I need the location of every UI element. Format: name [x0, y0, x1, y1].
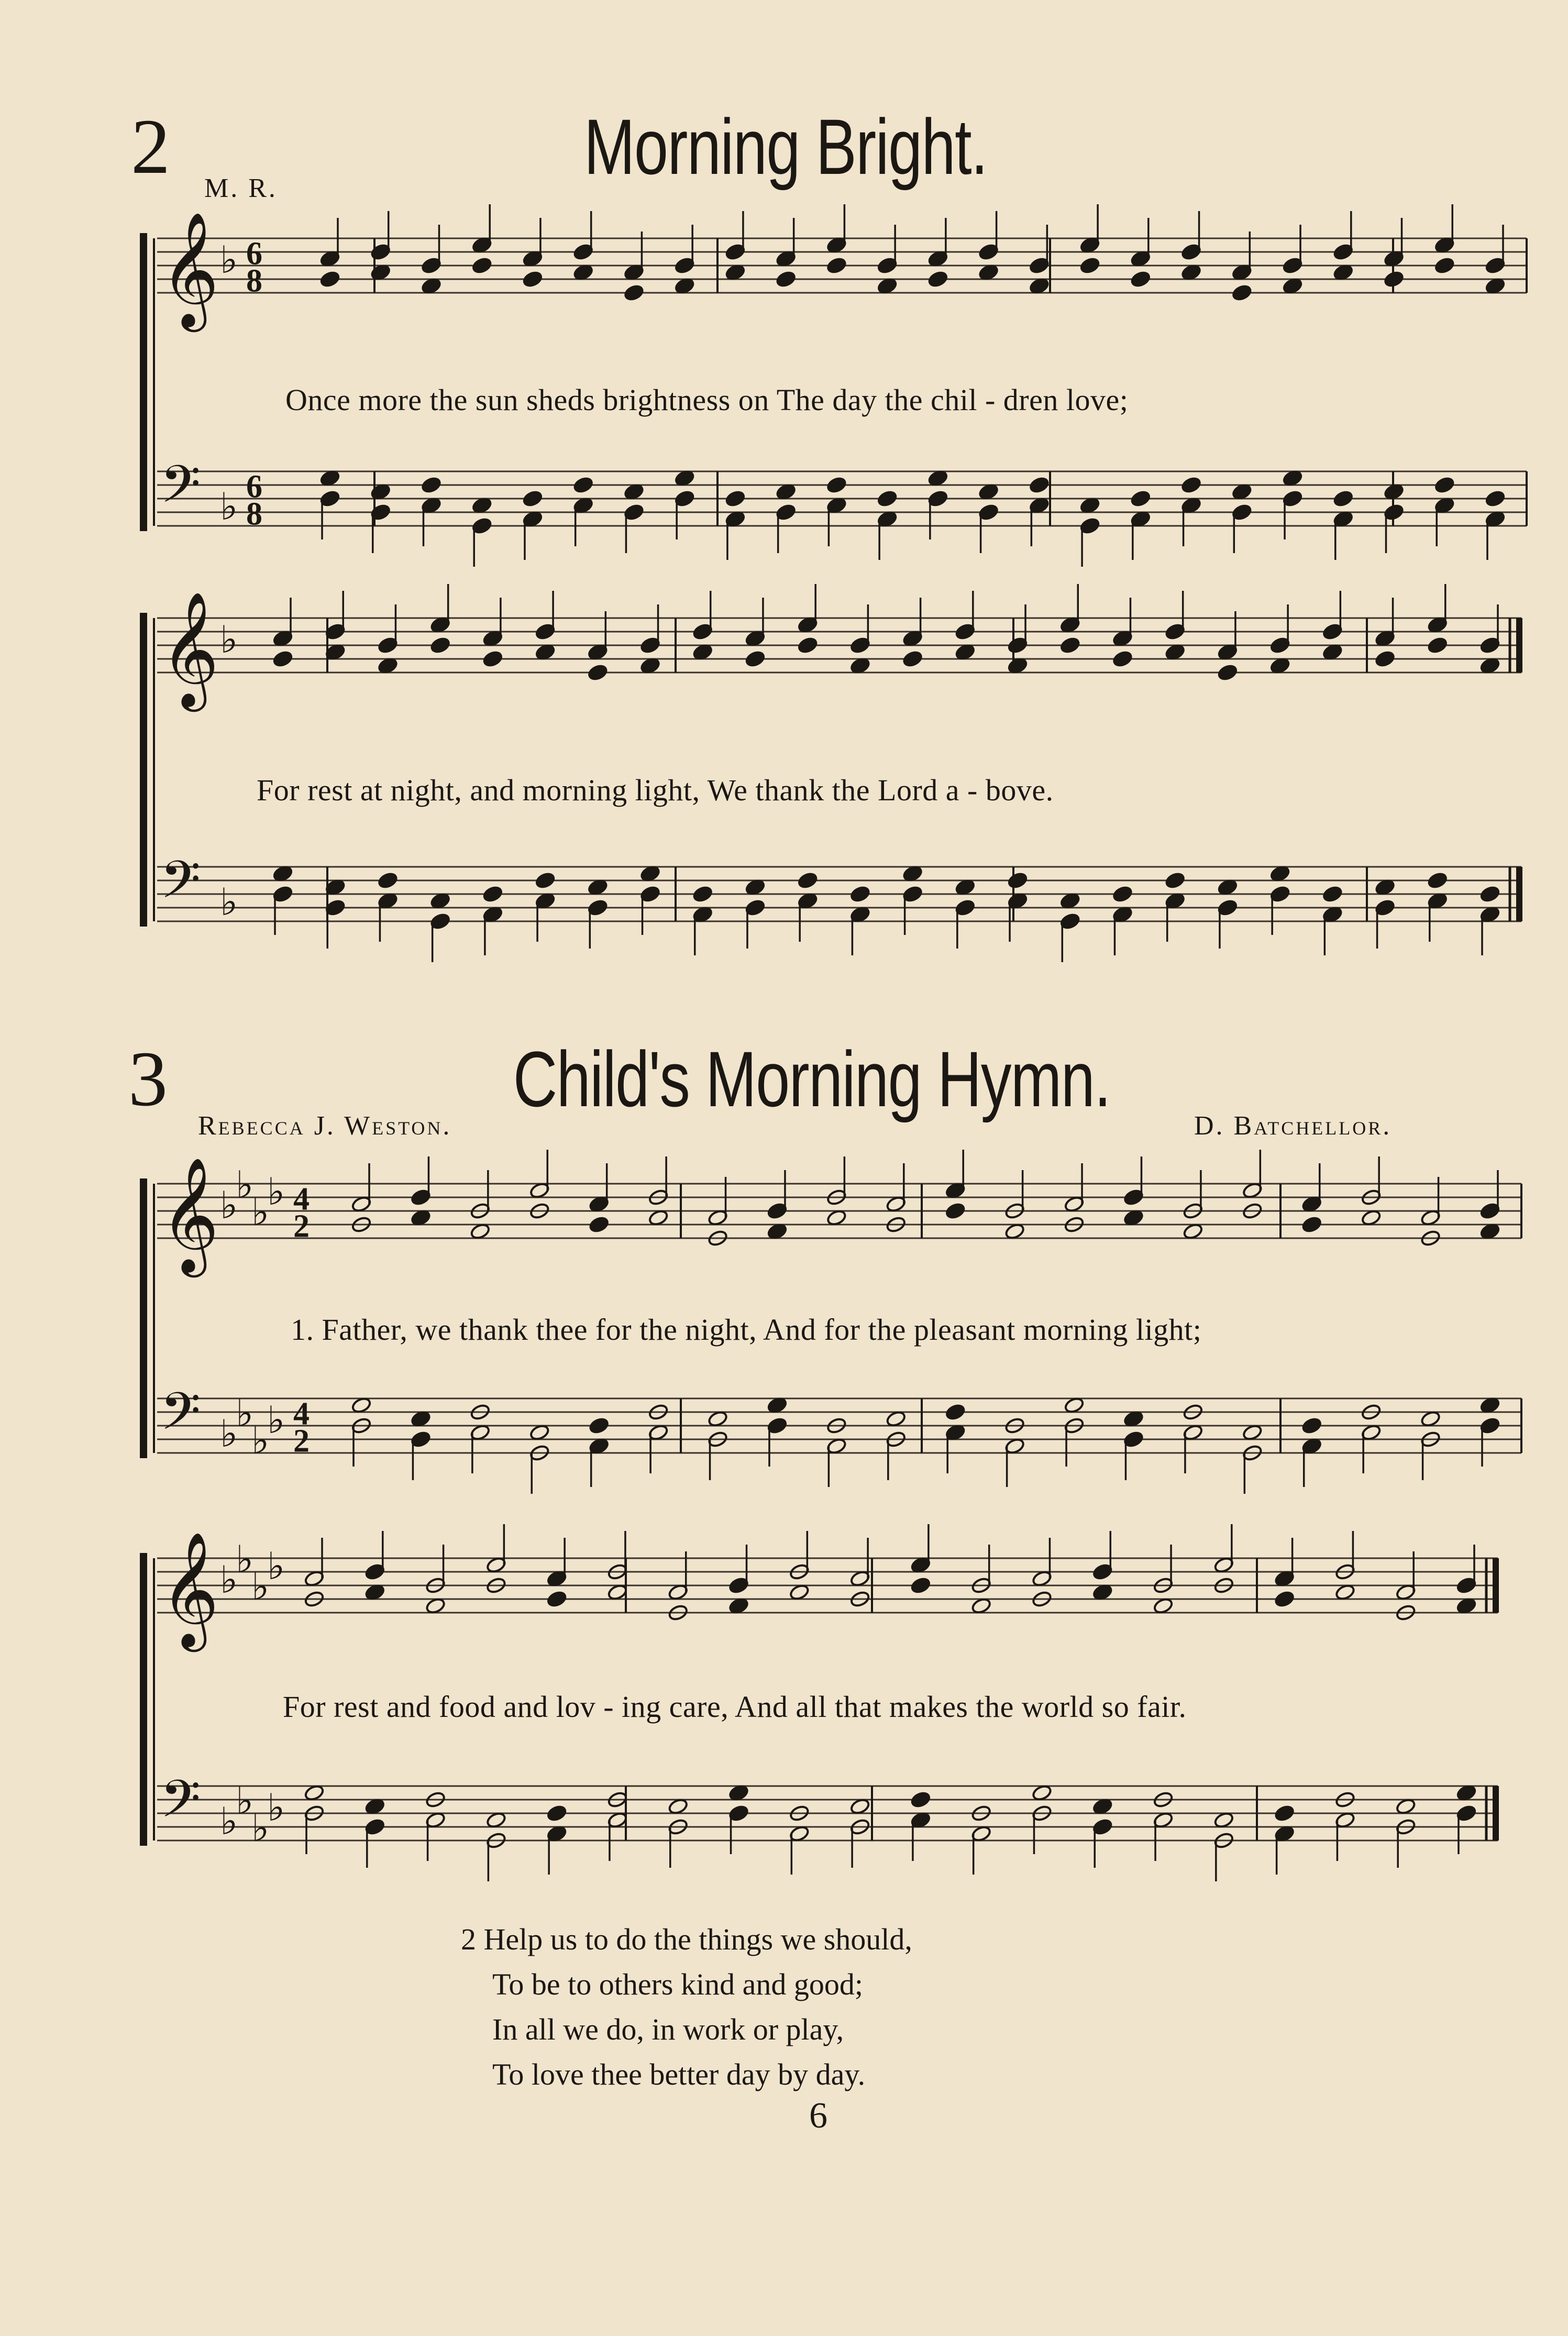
treble-clef-icon: 𝄞: [160, 1531, 219, 1647]
notes: [304, 1784, 1477, 1881]
hymn-2-system-2: [0, 581, 1568, 958]
bass-clef-icon: 𝄢: [160, 850, 201, 923]
stanza-2-number: 2: [461, 1922, 476, 1956]
svg-text:4: 4: [293, 1396, 310, 1432]
flat-icon: ♭: [220, 1799, 238, 1843]
page-number: 6: [809, 2096, 827, 2136]
treble-clef-icon: 𝄞: [160, 591, 219, 707]
hymn-2-author: M. R.: [204, 173, 278, 203]
flat-icon: ♭: [220, 484, 238, 528]
notes: [272, 865, 1500, 962]
treble-staff: [157, 204, 1527, 332]
notes: [319, 204, 1506, 302]
bass-staff: [157, 1382, 1521, 1494]
bass-clef-icon: 𝄢: [160, 1382, 201, 1455]
notes: [304, 1524, 1477, 1622]
flat-icon: ♭: [267, 1398, 285, 1442]
hymn-3-number: 3: [128, 1035, 168, 1122]
notes: [351, 1396, 1500, 1494]
hymn-2-lyric-line-2: For rest at night, and morning light, We thank the Lord a - bove.: [257, 773, 1054, 807]
flat-icon: ♭: [220, 1412, 238, 1456]
flat-icon: ♭: [267, 1170, 285, 1214]
hymn-2-title: Morning Bright.: [584, 103, 987, 191]
flat-icon: ♭: [220, 1183, 238, 1227]
stanza-2-line-4: To love thee better day by day.: [492, 2057, 866, 2091]
treble-clef-icon: 𝄞: [160, 1156, 219, 1272]
treble-staff: [157, 584, 1521, 712]
flat-icon: ♭: [236, 1391, 253, 1435]
treble-staff: [157, 1150, 1521, 1277]
svg-text:2: 2: [293, 1423, 310, 1459]
svg-text:4: 4: [293, 1181, 310, 1217]
hymn-3-title: Child's Morning Hymn.: [513, 1035, 1111, 1123]
flat-icon: ♭: [220, 1558, 238, 1602]
flat-icon: ♭: [236, 1779, 253, 1823]
bass-staff: [157, 850, 1521, 962]
bass-clef-icon: 𝄢: [160, 1769, 201, 1842]
hymn-3-lyric-line-2: For rest and food and lov - ing care, And all that makes the world so fair.: [283, 1690, 1187, 1724]
flat-icon: ♭: [236, 1163, 253, 1207]
svg-text:6: 6: [246, 469, 262, 505]
svg-text:8: 8: [246, 496, 262, 532]
flat-icon: ♭: [251, 1806, 269, 1850]
flat-icon: ♭: [236, 1537, 253, 1581]
hymn-3-lyric-line-1: 1. Father, we thank thee for the night, And for the pleasant morning light;: [291, 1313, 1202, 1347]
flat-icon: ♭: [220, 880, 238, 924]
hymn-2-number: 2: [131, 103, 170, 190]
stanza-2-line-1: Help us to do the things we should,: [483, 1922, 912, 1956]
hymn-3-composer: D. Batchellor.: [1194, 1111, 1392, 1141]
notes: [351, 1150, 1500, 1247]
flat-icon: ♭: [220, 618, 238, 662]
flat-icon: ♭: [251, 1564, 269, 1608]
bass-staff: [157, 455, 1527, 567]
flat-icon: ♭: [220, 238, 238, 282]
notes: [272, 584, 1500, 681]
hymn-3-system-2: [0, 1531, 1568, 1914]
hymn-3-stanza-2: [461, 1917, 1194, 2097]
stanza-2-line-2: To be to others kind and good;: [492, 1967, 863, 2001]
flat-icon: ♭: [267, 1786, 285, 1830]
treble-staff: [157, 1524, 1498, 1652]
svg-text:2: 2: [293, 1208, 310, 1244]
hymn-2-lyric-line-1: Once more the sun sheds brightness on The day the chil - dren love;: [285, 383, 1129, 417]
svg-text:8: 8: [246, 263, 262, 299]
svg-text:6: 6: [246, 236, 262, 272]
flat-icon: ♭: [267, 1544, 285, 1588]
notes: [319, 469, 1506, 567]
treble-clef-icon: 𝄞: [160, 211, 219, 327]
hymn-3-author: Rebecca J. Weston.: [198, 1111, 452, 1141]
bass-staff: [157, 1769, 1498, 1881]
flat-icon: ♭: [251, 1190, 269, 1234]
flat-icon: ♭: [251, 1418, 269, 1462]
bass-clef-icon: 𝄢: [160, 455, 201, 527]
stanza-2-line-3: In all we do, in work or play,: [492, 2012, 844, 2046]
